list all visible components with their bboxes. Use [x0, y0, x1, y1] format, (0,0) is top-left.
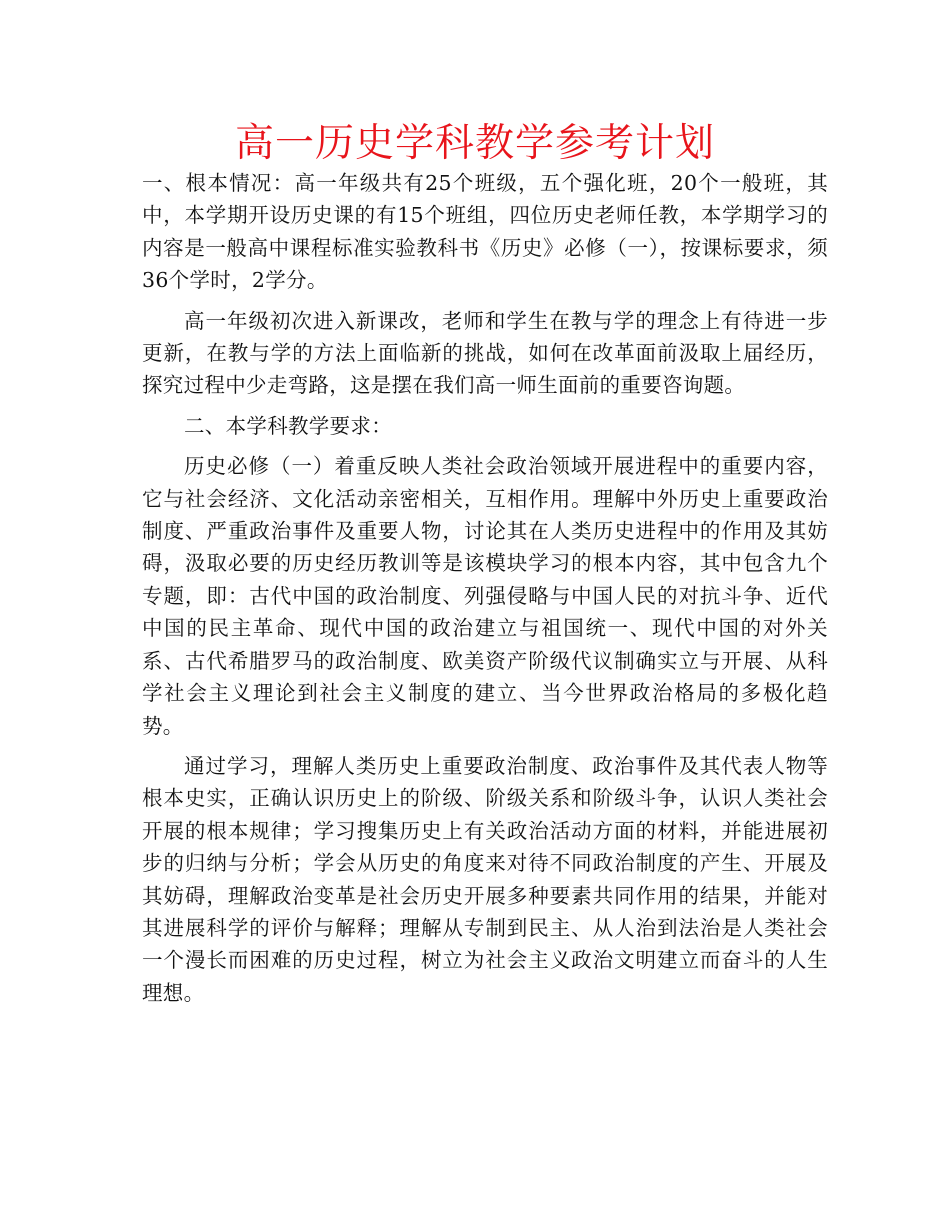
- paragraph-compulsory-content: 历史必修（一）着重反映人类社会政治领域开展进程中的重要内容，它与社会经济、文化活动亲密相关，互相作用。理解中外历史上重要政治制度、严重政治事件及重要人物，讨论其在人类历史进程中的作用及其妨碍，汲取必要的历史经历教训等是该模块学习的根本内容，其中包含九个专题，即：古代中国的政治制度、列强侵略与中国人民的对抗斗争、近代中国的民主革命、现代中国的政治建立与祖国统一、现代中国的对外关系、古代希腊罗马的政治制度、欧美资产阶级代议制确实立与开展、从科学社会主义理论到社会主义制度的建立、当今世界政治格局的多极化趋势。: [142, 454, 828, 738]
- paragraph-basic-situation: 一、根本情况：高一年级共有25个班级，五个强化班，20个一般班，其中，本学期开设历史课的有15个班组，四位历史老师任教，本学期学习的内容是一般高中课程标准实验教科书《历史》必修（一），按课标要求，须36个学时，2学分。: [142, 171, 828, 293]
- document-body: [142, 167, 828, 1017]
- paragraph-new-curriculum: 高一年级初次进入新课改，老师和学生在教与学的理念上有待进一步更新，在教与学的方法上面临新的挑战，如何在改革面前汲取上届经历，探究过程中少走弯路，这是摆在我们高一师生面前的重要咨询题。: [142, 308, 828, 398]
- document-title: 高一历史学科教学参考计划: [234, 121, 715, 166]
- section-heading-requirements: 二、本学科教学要求：: [184, 413, 392, 438]
- paragraph-learning-goals: 通过学习，理解人类历史上重要政治制度、政治事件及其代表人物等根本史实，正确认识历史上的阶级、阶级关系和阶级斗争，认识人类社会开展的根本规律；学习搜集历史上有关政治活动方面的材料，并能进展初步的归纳与分析；学会从历史的角度来对待不同政治制度的产生、开展及其妨碍，理解政治变革是社会历史开展多种要素共同作用的结果，并能对其进展科学的评价与解释；理解从专制到民主、从人治到法治是人类社会一个漫长而困难的历史过程，树立为社会主义政治文明建立而奋斗的人生理想。: [142, 753, 828, 1005]
